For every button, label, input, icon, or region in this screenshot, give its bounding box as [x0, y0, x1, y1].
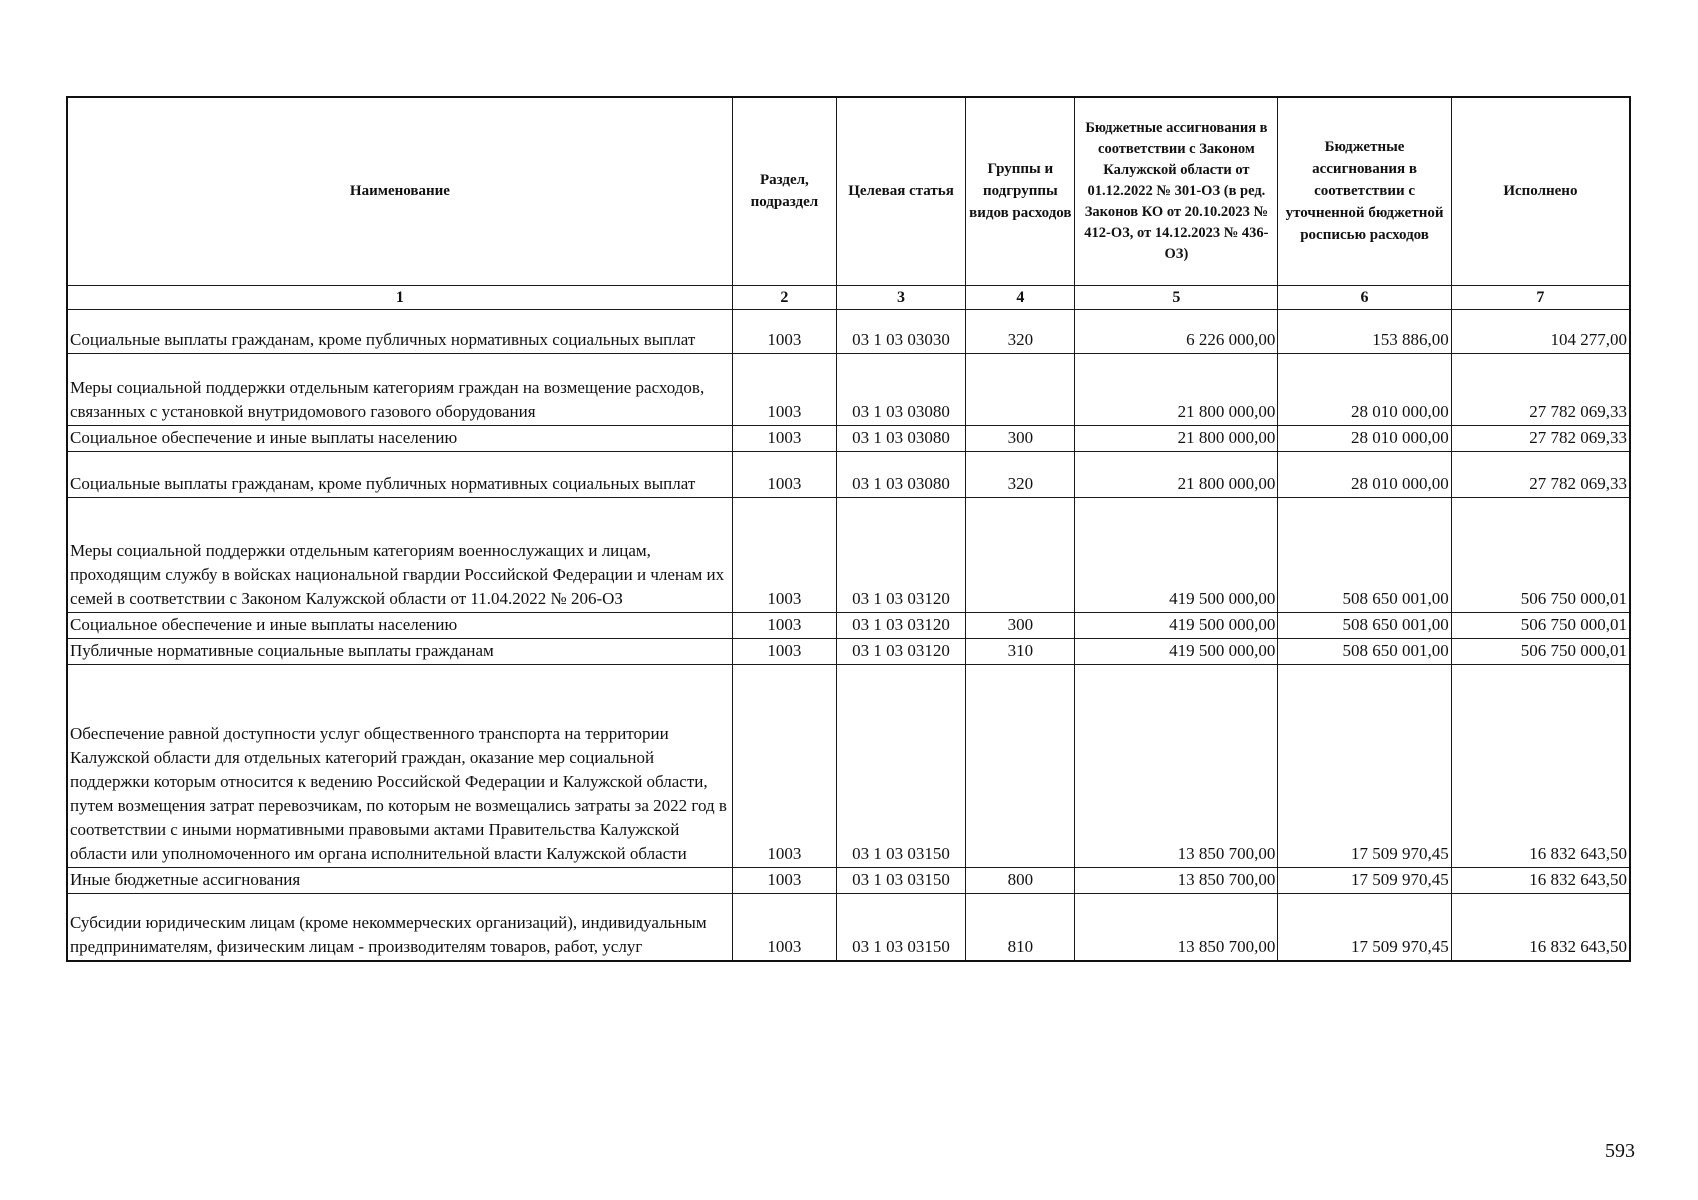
table-row: [67, 868, 1630, 894]
cell-target-article: 03 1 03 03080: [836, 426, 965, 452]
cell-section: 1003: [732, 354, 836, 426]
cell-section: 1003: [732, 894, 836, 961]
cell-executed: 27 782 069,33: [1451, 452, 1630, 498]
budget-table: [66, 96, 1631, 962]
cell-expense-group: 300: [966, 613, 1075, 639]
table-row: [67, 354, 1630, 426]
cell-expense-group: 310: [966, 639, 1075, 665]
cell-executed: 104 277,00: [1451, 310, 1630, 354]
cell-target-article: 03 1 03 03080: [836, 452, 965, 498]
cell-executed: 16 832 643,50: [1451, 665, 1630, 868]
table-row: [67, 613, 1630, 639]
cell-name: Обеспечение равной доступности услуг общественного транспорта на территории Калужской области для отдельных категорий граждан, оказание мер социальной поддержки которым относится к ведению Российской Федерации и Калужской области, путем возмещения затрат перевозчикам, по которым не возмещались затраты за 2022 год в соответствии с иными нормативными правовыми актами Правительства Калужской области или уполномоченного им органа исполнительной власти Калужской области: [67, 665, 732, 868]
cell-section: 1003: [732, 868, 836, 894]
cell-refined-allocation: 508 650 001,00: [1278, 639, 1451, 665]
col-number: 7: [1451, 286, 1630, 310]
cell-name: Социальное обеспечение и иные выплаты населению: [67, 426, 732, 452]
cell-section: 1003: [732, 498, 836, 613]
cell-name: Меры социальной поддержки отдельным категориям граждан на возмещение расходов, связанных с установкой внутридомового газового оборудования: [67, 354, 732, 426]
cell-target-article: 03 1 03 03120: [836, 639, 965, 665]
cell-target-article: 03 1 03 03080: [836, 354, 965, 426]
cell-executed: 27 782 069,33: [1451, 426, 1630, 452]
cell-executed: 506 750 000,01: [1451, 613, 1630, 639]
cell-name: Иные бюджетные ассигнования: [67, 868, 732, 894]
cell-refined-allocation: 28 010 000,00: [1278, 452, 1451, 498]
cell-law-allocation: 21 800 000,00: [1075, 452, 1278, 498]
cell-target-article: 03 1 03 03150: [836, 665, 965, 868]
table-row: [67, 498, 1630, 613]
cell-refined-allocation: 28 010 000,00: [1278, 426, 1451, 452]
cell-section: 1003: [732, 665, 836, 868]
cell-expense-group: 800: [966, 868, 1075, 894]
cell-law-allocation: 419 500 000,00: [1075, 639, 1278, 665]
cell-law-allocation: 419 500 000,00: [1075, 498, 1278, 613]
table-body: [67, 310, 1630, 961]
cell-refined-allocation: 508 650 001,00: [1278, 498, 1451, 613]
cell-target-article: 03 1 03 03150: [836, 868, 965, 894]
cell-target-article: 03 1 03 03150: [836, 894, 965, 961]
cell-executed: 506 750 000,01: [1451, 639, 1630, 665]
table-row: [67, 452, 1630, 498]
cell-target-article: 03 1 03 03030: [836, 310, 965, 354]
cell-refined-allocation: 17 509 970,45: [1278, 894, 1451, 961]
cell-refined-allocation: 153 886,00: [1278, 310, 1451, 354]
cell-section: 1003: [732, 426, 836, 452]
cell-section: 1003: [732, 310, 836, 354]
col-header-target: Целевая статья: [836, 97, 965, 286]
cell-refined-allocation: 508 650 001,00: [1278, 613, 1451, 639]
cell-expense-group: 320: [966, 310, 1075, 354]
col-number: 6: [1278, 286, 1451, 310]
col-header-group: Группы и подгруппы видов расходов: [966, 97, 1075, 286]
cell-law-allocation: 13 850 700,00: [1075, 868, 1278, 894]
cell-name: Социальные выплаты гражданам, кроме публичных нормативных социальных выплат: [67, 452, 732, 498]
cell-executed: 16 832 643,50: [1451, 868, 1630, 894]
cell-law-allocation: 419 500 000,00: [1075, 613, 1278, 639]
cell-name: Социальное обеспечение и иные выплаты населению: [67, 613, 732, 639]
cell-refined-allocation: 28 010 000,00: [1278, 354, 1451, 426]
page-number: 593: [1605, 1140, 1635, 1162]
cell-section: 1003: [732, 452, 836, 498]
cell-law-allocation: 21 800 000,00: [1075, 354, 1278, 426]
col-header-law-allocations: Бюджетные ассигнования в соответствии с Законом Калужской области от 01.12.2022 № 301-ОЗ (в ред. Законов КО от 20.10.2023 № 412-ОЗ, от 14.12.2023 № 436-ОЗ): [1075, 97, 1278, 286]
table-row: [67, 894, 1630, 961]
cell-expense-group: 810: [966, 894, 1075, 961]
table-row: [67, 426, 1630, 452]
cell-executed: 506 750 000,01: [1451, 498, 1630, 613]
cell-name: Субсидии юридическим лицам (кроме некоммерческих организаций), индивидуальным предпринимателям, физическим лицам - производителям товаров, работ, услуг: [67, 894, 732, 961]
col-number: 3: [836, 286, 965, 310]
cell-executed: 27 782 069,33: [1451, 354, 1630, 426]
cell-refined-allocation: 17 509 970,45: [1278, 665, 1451, 868]
cell-section: 1003: [732, 639, 836, 665]
col-number: 4: [966, 286, 1075, 310]
cell-executed: 16 832 643,50: [1451, 894, 1630, 961]
cell-expense-group: [966, 498, 1075, 613]
col-number: 1: [67, 286, 732, 310]
cell-expense-group: [966, 354, 1075, 426]
table-row: [67, 310, 1630, 354]
col-header-name: Наименование: [67, 97, 732, 286]
header-row: [67, 97, 1630, 286]
cell-refined-allocation: 17 509 970,45: [1278, 868, 1451, 894]
cell-target-article: 03 1 03 03120: [836, 498, 965, 613]
cell-name: Социальные выплаты гражданам, кроме публичных нормативных социальных выплат: [67, 310, 732, 354]
column-number-row: [67, 286, 1630, 310]
cell-name: Публичные нормативные социальные выплаты гражданам: [67, 639, 732, 665]
col-number: 2: [732, 286, 836, 310]
cell-target-article: 03 1 03 03120: [836, 613, 965, 639]
cell-expense-group: 300: [966, 426, 1075, 452]
col-header-section: Раздел, подраздел: [732, 97, 836, 286]
cell-expense-group: [966, 665, 1075, 868]
cell-law-allocation: 21 800 000,00: [1075, 426, 1278, 452]
cell-law-allocation: 6 226 000,00: [1075, 310, 1278, 354]
col-header-refined-allocations: Бюджетные ассигнования в соответствии с уточненной бюджетной росписью расходов: [1278, 97, 1451, 286]
table-row: [67, 665, 1630, 868]
cell-name: Меры социальной поддержки отдельным категориям военнослужащих и лицам, проходящим службу в войсках национальной гвардии Российской Федерации и членам их семей в соответствии с Законом Калужской области от 11.04.2022 № 206-ОЗ: [67, 498, 732, 613]
cell-law-allocation: 13 850 700,00: [1075, 894, 1278, 961]
table-row: [67, 639, 1630, 665]
col-header-executed: Исполнено: [1451, 97, 1630, 286]
cell-section: 1003: [732, 613, 836, 639]
cell-expense-group: 320: [966, 452, 1075, 498]
cell-law-allocation: 13 850 700,00: [1075, 665, 1278, 868]
col-number: 5: [1075, 286, 1278, 310]
